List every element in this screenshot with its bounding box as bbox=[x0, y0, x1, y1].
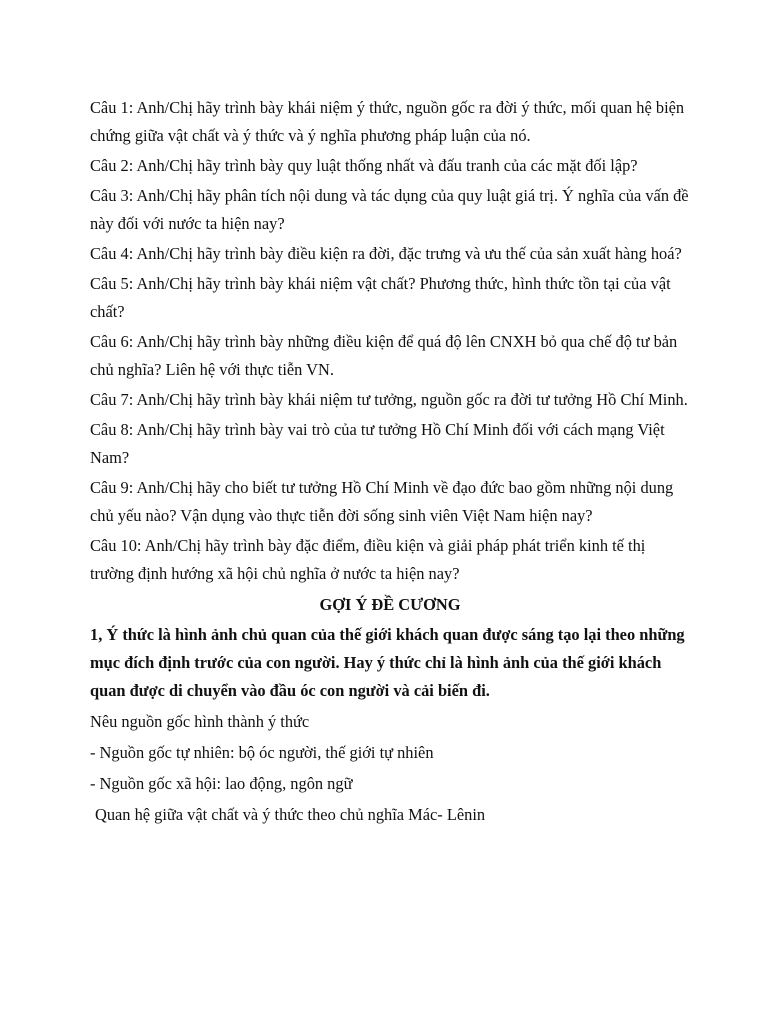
social-origin-item: - Nguồn gốc xã hội: lao động, ngôn ngữ bbox=[90, 774, 353, 793]
question-3: Câu 3: Anh/Chị hãy phân tích nội dung và tác dụng của quy luật giá trị. Ý nghĩa của vấn đề này đối với nước ta hiện nay? bbox=[90, 186, 689, 233]
relation-line: Quan hệ giữa vật chất và ý thức theo chủ nghĩa Mác- Lênin bbox=[95, 805, 486, 824]
question-7: Câu 7: Anh/Chị hãy trình bày khái niệm tư tưởng, nguồn gốc ra đời tư tưởng Hồ Chí Minh. bbox=[90, 390, 688, 409]
question-5: Câu 5: Anh/Chị hãy trình bày khái niệm vật chất? Phương thức, hình thức tồn tại của vật chất? bbox=[90, 274, 671, 321]
question-2: Câu 2: Anh/Chị hãy trình bày quy luật thống nhất và đấu tranh của các mặt đối lập? bbox=[90, 156, 638, 175]
question-8: Câu 8: Anh/Chị hãy trình bày vai trò của tư tưởng Hồ Chí Minh đối với cách mạng Việt Nam? bbox=[90, 420, 665, 467]
question-9: Câu 9: Anh/Chị hãy cho biết tư tưởng Hồ Chí Minh về đạo đức bao gồm những nội dung chủ yếu nào? Vận dụng vào thực tiễn đời sống sinh viên Việt Nam hiện nay? bbox=[90, 478, 674, 525]
document-page bbox=[90, 94, 690, 832]
answer-1-definition: 1, Ý thức là hình ảnh chủ quan của thế giới khách quan được sáng tạo lại theo những mục đích định trước của con người. Hay ý thức chỉ là hình ảnh của thế giới khách quan được di chuyển vào đầu óc con người và cải biến đi. bbox=[90, 625, 685, 700]
outline-heading: GỢI Ý ĐỀ CƯƠNG bbox=[319, 595, 461, 614]
natural-origin-item: - Nguồn gốc tự nhiên: bộ óc người, thế giới tự nhiên bbox=[90, 743, 434, 762]
question-10: Câu 10: Anh/Chị hãy trình bày đặc điểm, điều kiện và giải pháp phát triển kinh tế thị trường định hướng xã hội chủ nghĩa ở nước ta hiện nay? bbox=[90, 536, 646, 583]
origin-intro: Nêu nguồn gốc hình thành ý thức bbox=[90, 712, 310, 731]
question-6: Câu 6: Anh/Chị hãy trình bày những điều kiện để quá độ lên CNXH bỏ qua chế độ tư bản chủ nghĩa? Liên hệ với thực tiễn VN. bbox=[90, 332, 678, 379]
question-1: Câu 1: Anh/Chị hãy trình bày khái niệm ý thức, nguồn gốc ra đời ý thức, mối quan hệ biện chứng giữa vật chất và ý thức và ý nghĩa phương pháp luận của nó. bbox=[90, 98, 685, 145]
question-4: Câu 4: Anh/Chị hãy trình bày điều kiện ra đời, đặc trưng và ưu thế của sản xuất hàng hoá? bbox=[90, 244, 682, 263]
